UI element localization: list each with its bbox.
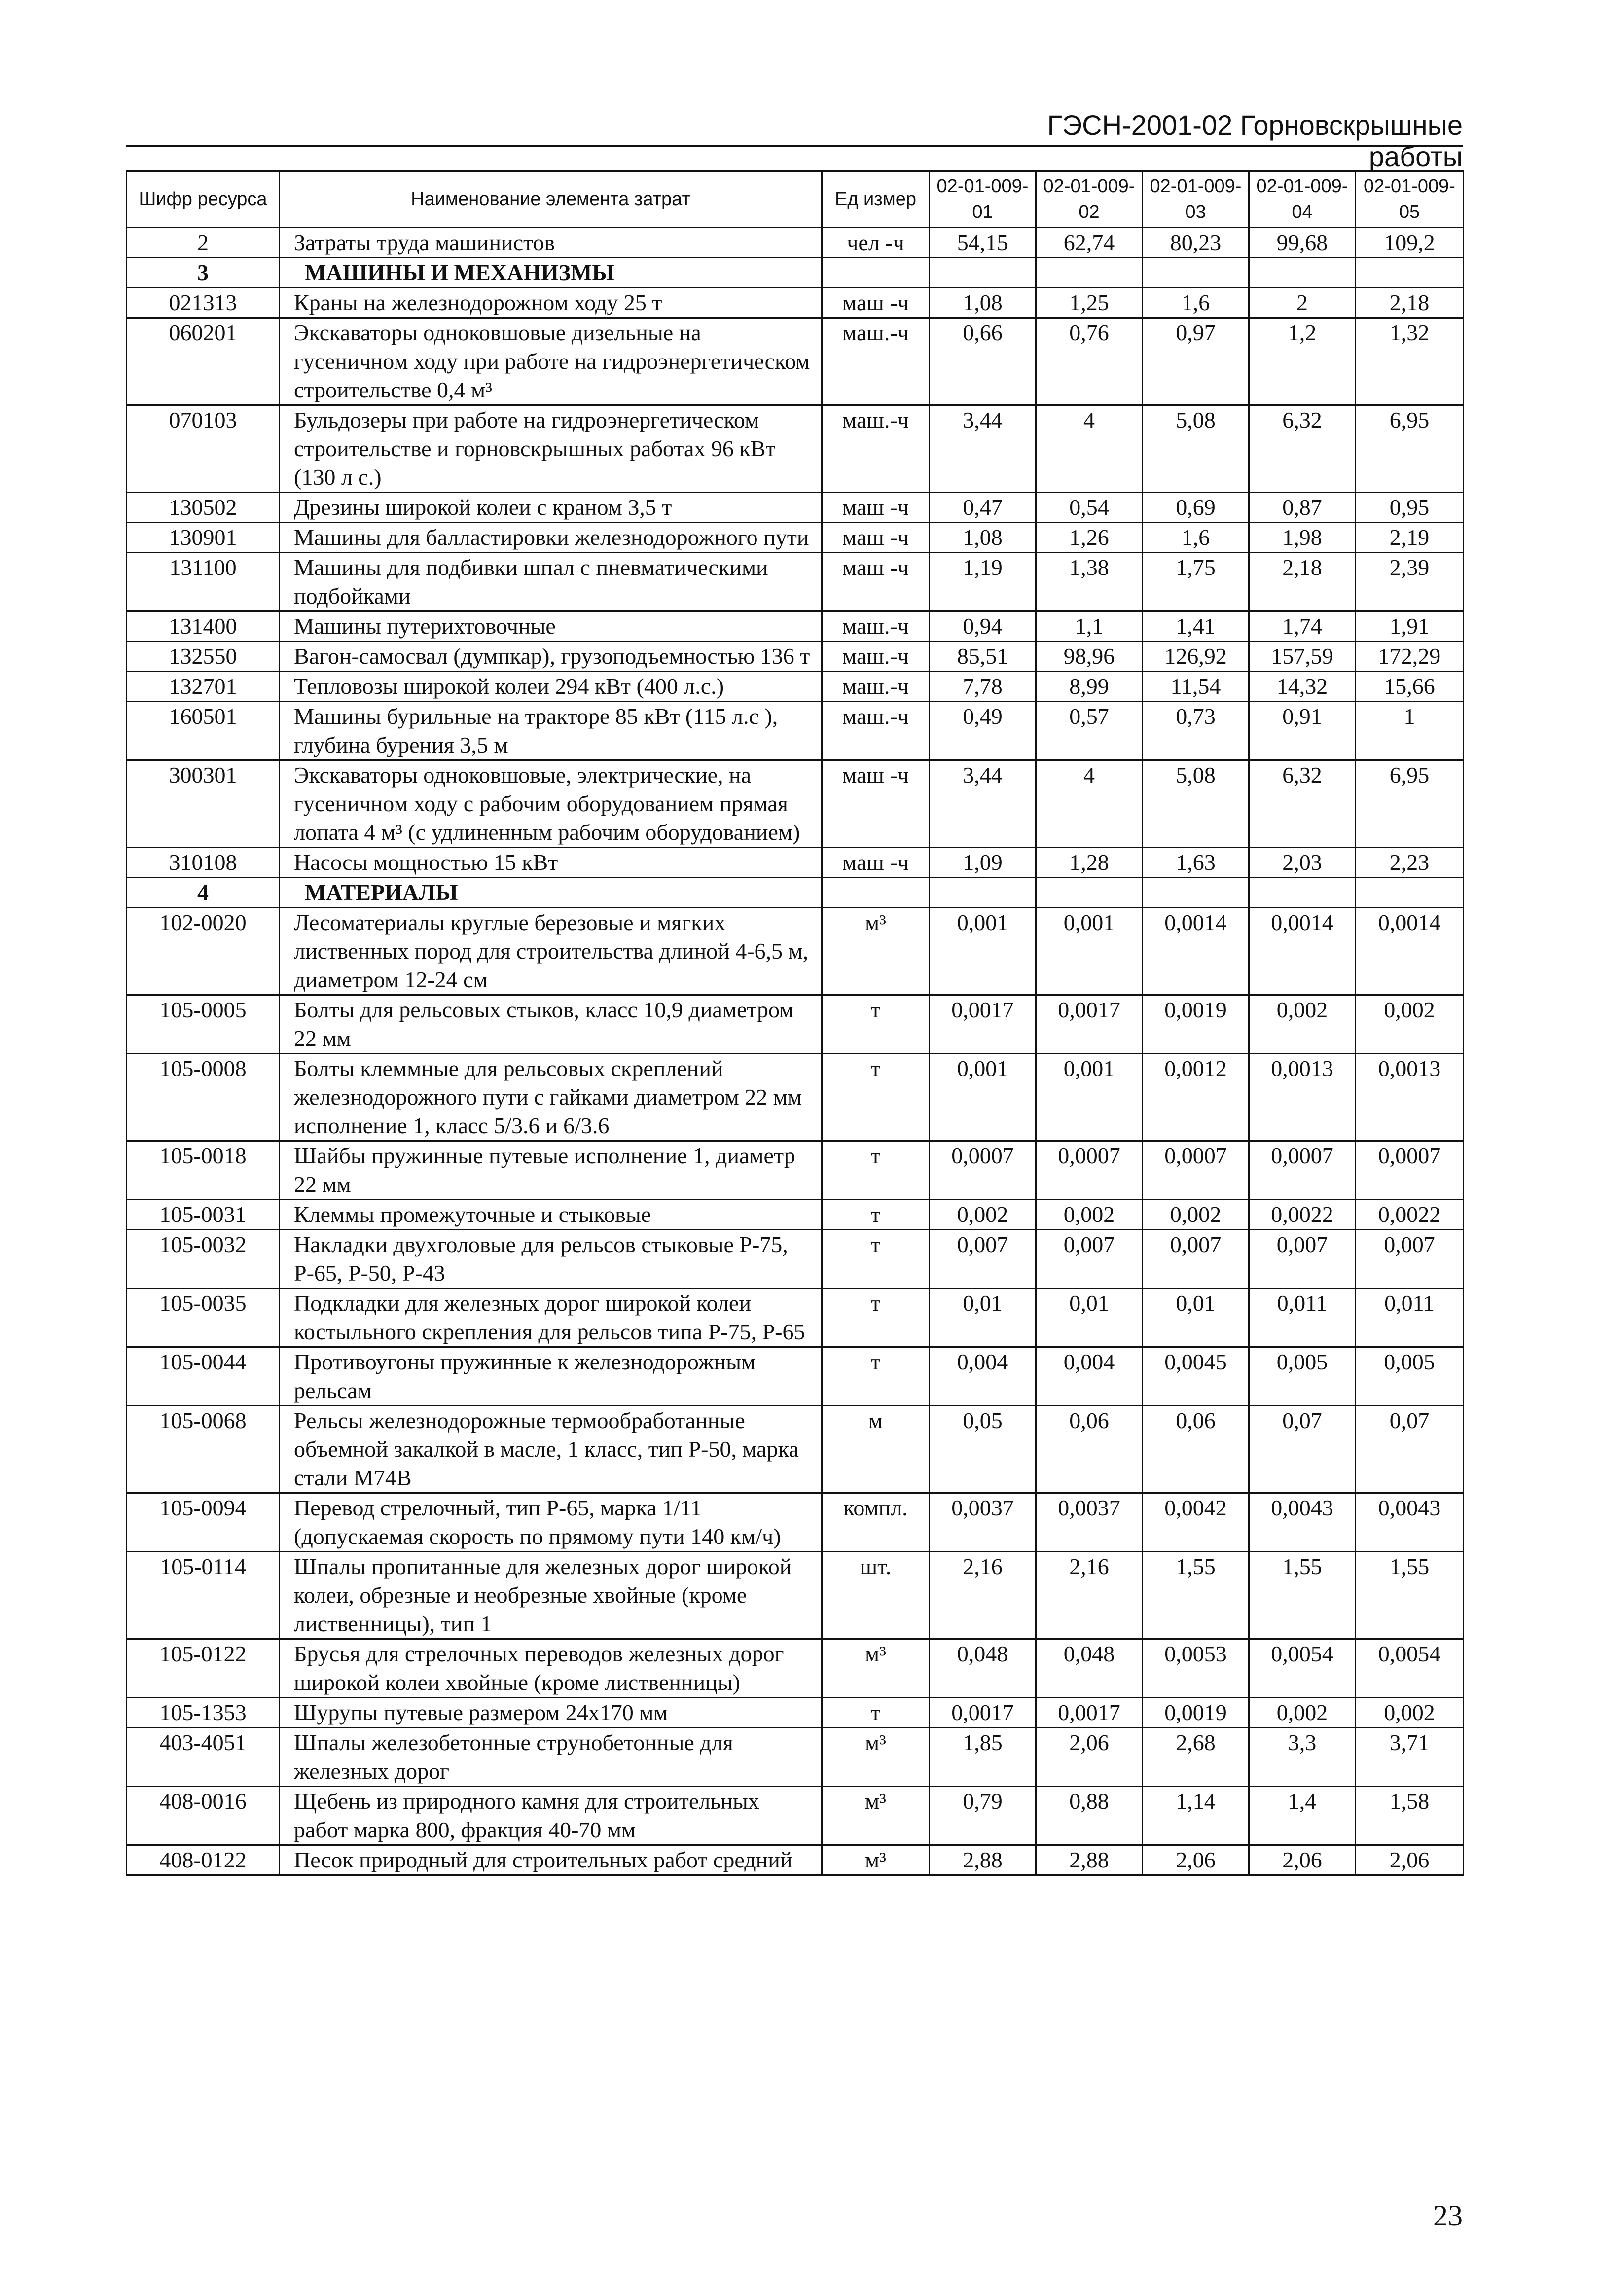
unit-of-measure: т [822, 1141, 930, 1200]
value-cell-c1 [930, 878, 1036, 908]
value-cell-c4: 14,32 [1249, 672, 1356, 702]
value-cell-c3: 0,0014 [1143, 908, 1249, 995]
value-cell-c5: 1 [1356, 702, 1464, 760]
table-row [127, 848, 1464, 878]
cost-element-name: Болты для рельсовых стыков, класс 10,9 диаметром 22 мм [280, 995, 822, 1054]
value-cell-c3: 5,08 [1143, 760, 1249, 848]
unit-of-measure: м³ [822, 1845, 930, 1875]
value-cell-c4: 0,0043 [1249, 1493, 1356, 1552]
value-cell-c5: 1,91 [1356, 611, 1464, 642]
table-row [127, 1698, 1464, 1728]
value-cell-c3: 5,08 [1143, 405, 1249, 493]
unit-of-measure: т [822, 1200, 930, 1230]
value-cell-c5: 3,71 [1356, 1728, 1464, 1787]
cost-element-name: Краны на железнодорожном ходу 25 т [280, 288, 822, 318]
value-cell-c2: 0,004 [1036, 1347, 1143, 1406]
table-row [127, 1141, 1464, 1200]
table-row [127, 1845, 1464, 1875]
value-cell-c3 [1143, 258, 1249, 288]
table-row [127, 288, 1464, 318]
value-cell-c5: 0,0014 [1356, 908, 1464, 995]
value-cell-c5: 0,0043 [1356, 1493, 1464, 1552]
cost-element-name: Дрезины широкой колеи с краном 3,5 т [280, 493, 822, 523]
resource-code: 105-0094 [127, 1493, 280, 1552]
table-row [127, 553, 1464, 611]
value-cell-c2: 0,0037 [1036, 1493, 1143, 1552]
unit-of-measure: т [822, 1230, 930, 1289]
resource-code: 102-0020 [127, 908, 280, 995]
cost-element-name: Экскаваторы одноковшовые дизельные на гусеничном ходу при работе на гидроэнергетическом строительстве 0,4 м³ [280, 318, 822, 405]
column-header-c3: 02-01-009-03 [1143, 171, 1249, 228]
table-row [127, 1787, 1464, 1845]
value-cell-c4: 2,18 [1249, 553, 1356, 611]
value-cell-c1: 0,001 [930, 908, 1036, 995]
value-cell-c2 [1036, 878, 1143, 908]
value-cell-c2: 1,1 [1036, 611, 1143, 642]
table-row [127, 1230, 1464, 1289]
value-cell-c3: 1,6 [1143, 288, 1249, 318]
value-cell-c5: 6,95 [1356, 760, 1464, 848]
value-cell-c4: 0,0007 [1249, 1141, 1356, 1200]
cost-element-name: Машины бурильные на тракторе 85 кВт (115 л.с ), глубина бурения 3,5 м [280, 702, 822, 760]
value-cell-c4 [1249, 878, 1356, 908]
resource-code: 132701 [127, 672, 280, 702]
value-cell-c4: 0,005 [1249, 1347, 1356, 1406]
value-cell-c1: 3,44 [930, 760, 1036, 848]
resource-code: 105-1353 [127, 1698, 280, 1728]
page-number: 23 [1433, 2199, 1463, 2232]
section-row [127, 878, 1464, 908]
value-cell-c1: 0,05 [930, 1406, 1036, 1493]
value-cell-c4 [1249, 258, 1356, 288]
value-cell-c5: 2,06 [1356, 1845, 1464, 1875]
resource-code: 130901 [127, 523, 280, 553]
column-header-unit: Ед измер [822, 171, 930, 228]
value-cell-c2: 2,06 [1036, 1728, 1143, 1787]
value-cell-c3: 11,54 [1143, 672, 1249, 702]
value-cell-c3: 1,63 [1143, 848, 1249, 878]
value-cell-c1: 0,048 [930, 1639, 1036, 1698]
value-cell-c5 [1356, 878, 1464, 908]
unit-of-measure: чел -ч [822, 228, 930, 258]
section-row [127, 258, 1464, 288]
value-cell-c4: 0,87 [1249, 493, 1356, 523]
unit-of-measure: м³ [822, 1639, 930, 1698]
resource-code: 105-0005 [127, 995, 280, 1054]
value-cell-c1: 1,85 [930, 1728, 1036, 1787]
value-cell-c2: 0,0007 [1036, 1141, 1143, 1200]
unit-of-measure: маш.-ч [822, 642, 930, 672]
unit-of-measure: маш.-ч [822, 672, 930, 702]
value-cell-c2: 0,76 [1036, 318, 1143, 405]
table-row [127, 1552, 1464, 1639]
value-cell-c3: 0,97 [1143, 318, 1249, 405]
value-cell-c5: 2,19 [1356, 523, 1464, 553]
value-cell-c3: 0,73 [1143, 702, 1249, 760]
resource-code: 021313 [127, 288, 280, 318]
value-cell-c5: 15,66 [1356, 672, 1464, 702]
cost-element-name: Шпалы железобетонные струнобетонные для железных дорог [280, 1728, 822, 1787]
unit-of-measure: м³ [822, 1787, 930, 1845]
table-row [127, 405, 1464, 493]
resource-code: 4 [127, 878, 280, 908]
value-cell-c5: 0,002 [1356, 995, 1464, 1054]
value-cell-c4: 1,2 [1249, 318, 1356, 405]
value-cell-c2: 0,001 [1036, 908, 1143, 995]
cost-element-name: Вагон-самосвал (думпкар), грузоподъемностью 136 т [280, 642, 822, 672]
value-cell-c4: 6,32 [1249, 405, 1356, 493]
value-cell-c4: 2,03 [1249, 848, 1356, 878]
resource-code: 131100 [127, 553, 280, 611]
value-cell-c1: 1,19 [930, 553, 1036, 611]
value-cell-c4: 6,32 [1249, 760, 1356, 848]
resource-code: 105-0008 [127, 1054, 280, 1141]
value-cell-c4: 0,002 [1249, 995, 1356, 1054]
value-cell-c3: 2,68 [1143, 1728, 1249, 1787]
value-cell-c4: 0,011 [1249, 1289, 1356, 1347]
value-cell-c4: 0,91 [1249, 702, 1356, 760]
value-cell-c1: 0,66 [930, 318, 1036, 405]
value-cell-c2: 4 [1036, 760, 1143, 848]
value-cell-c2: 0,88 [1036, 1787, 1143, 1845]
cost-element-name: Затраты труда машинистов [280, 228, 822, 258]
unit-of-measure: маш.-ч [822, 405, 930, 493]
table-row [127, 228, 1464, 258]
value-cell-c5: 0,0013 [1356, 1054, 1464, 1141]
value-cell-c5: 0,0022 [1356, 1200, 1464, 1230]
resource-code: 408-0122 [127, 1845, 280, 1875]
column-header-c4: 02-01-009-04 [1249, 171, 1356, 228]
value-cell-c1: 54,15 [930, 228, 1036, 258]
value-cell-c5: 2,23 [1356, 848, 1464, 878]
value-cell-c5: 0,95 [1356, 493, 1464, 523]
value-cell-c2: 4 [1036, 405, 1143, 493]
column-header-name: Наименование элемента затрат [280, 171, 822, 228]
cost-element-name: МАШИНЫ И МЕХАНИЗМЫ [280, 258, 822, 288]
value-cell-c2: 2,88 [1036, 1845, 1143, 1875]
value-cell-c5: 1,32 [1356, 318, 1464, 405]
column-header-c5: 02-01-009-05 [1356, 171, 1464, 228]
value-cell-c3: 0,0042 [1143, 1493, 1249, 1552]
cost-element-name: Перевод стрелочный, тип Р-65, марка 1/11 (допускаемая скорость по прямому пути 140 км/ч) [280, 1493, 822, 1552]
table-row [127, 760, 1464, 848]
value-cell-c3: 1,75 [1143, 553, 1249, 611]
value-cell-c5: 0,007 [1356, 1230, 1464, 1289]
value-cell-c3: 2,06 [1143, 1845, 1249, 1875]
value-cell-c2 [1036, 258, 1143, 288]
resource-code: 105-0044 [127, 1347, 280, 1406]
table-row [127, 1406, 1464, 1493]
table-row [127, 493, 1464, 523]
value-cell-c3: 0,01 [1143, 1289, 1249, 1347]
table-row [127, 908, 1464, 995]
value-cell-c1: 2,16 [930, 1552, 1036, 1639]
value-cell-c1: 0,0037 [930, 1493, 1036, 1552]
table-header-row [127, 171, 1464, 228]
value-cell-c5: 0,005 [1356, 1347, 1464, 1406]
value-cell-c3: 0,0019 [1143, 1698, 1249, 1728]
unit-of-measure: т [822, 995, 930, 1054]
table-row [127, 523, 1464, 553]
value-cell-c2: 98,96 [1036, 642, 1143, 672]
cost-element-name: Машины для подбивки шпал с пневматическими подбойками [280, 553, 822, 611]
value-cell-c1: 0,0017 [930, 1698, 1036, 1728]
value-cell-c5: 0,07 [1356, 1406, 1464, 1493]
table-row [127, 642, 1464, 672]
table-row [127, 1347, 1464, 1406]
unit-of-measure: т [822, 1698, 930, 1728]
unit-of-measure: м [822, 1406, 930, 1493]
value-cell-c4: 99,68 [1249, 228, 1356, 258]
value-cell-c5: 0,002 [1356, 1698, 1464, 1728]
value-cell-c3: 0,0045 [1143, 1347, 1249, 1406]
cost-element-name: Шурупы путевые размером 24х170 мм [280, 1698, 822, 1728]
unit-of-measure: т [822, 1054, 930, 1141]
cost-element-name: Щебень из природного камня для строительных работ марка 800, фракция 40-70 мм [280, 1787, 822, 1845]
value-cell-c5: 1,55 [1356, 1552, 1464, 1639]
value-cell-c3: 0,69 [1143, 493, 1249, 523]
cost-element-name: Тепловозы широкой колеи 294 кВт (400 л.с.) [280, 672, 822, 702]
cost-element-name: Накладки двухголовые для рельсов стыковые Р-75, Р-65, Р-50, Р-43 [280, 1230, 822, 1289]
unit-of-measure: т [822, 1347, 930, 1406]
value-cell-c2: 0,001 [1036, 1054, 1143, 1141]
value-cell-c2: 0,54 [1036, 493, 1143, 523]
cost-element-name: Рельсы железнодорожные термообработанные объемной закалкой в масле, 1 класс, тип Р-50, марка стали М74В [280, 1406, 822, 1493]
value-cell-c2: 0,048 [1036, 1639, 1143, 1698]
value-cell-c4: 0,007 [1249, 1230, 1356, 1289]
value-cell-c2: 0,0017 [1036, 995, 1143, 1054]
value-cell-c3: 0,06 [1143, 1406, 1249, 1493]
value-cell-c2: 0,002 [1036, 1200, 1143, 1230]
resource-code: 130502 [127, 493, 280, 523]
table-row [127, 672, 1464, 702]
value-cell-c5: 0,0007 [1356, 1141, 1464, 1200]
value-cell-c4: 0,0013 [1249, 1054, 1356, 1141]
resource-code: 105-0018 [127, 1141, 280, 1200]
value-cell-c2: 0,007 [1036, 1230, 1143, 1289]
table-row [127, 1289, 1464, 1347]
resource-code: 105-0068 [127, 1406, 280, 1493]
value-cell-c2: 0,01 [1036, 1289, 1143, 1347]
value-cell-c1: 0,001 [930, 1054, 1036, 1141]
value-cell-c1: 0,47 [930, 493, 1036, 523]
resource-code: 300301 [127, 760, 280, 848]
column-header-c1: 02-01-009-01 [930, 171, 1036, 228]
value-cell-c4: 0,0014 [1249, 908, 1356, 995]
resource-code: 3 [127, 258, 280, 288]
value-cell-c2: 62,74 [1036, 228, 1143, 258]
resource-code: 060201 [127, 318, 280, 405]
value-cell-c4: 2 [1249, 288, 1356, 318]
cost-element-name: Песок природный для строительных работ средний [280, 1845, 822, 1875]
value-cell-c3: 0,0053 [1143, 1639, 1249, 1698]
value-cell-c5: 0,0054 [1356, 1639, 1464, 1698]
cost-element-name: Экскаваторы одноковшовые, электрические, на гусеничном ходу с рабочим оборудованием прямая лопата 4 м³ (с удлиненным рабочим оборудованием) [280, 760, 822, 848]
value-cell-c3: 0,007 [1143, 1230, 1249, 1289]
value-cell-c5: 172,29 [1356, 642, 1464, 672]
value-cell-c3 [1143, 878, 1249, 908]
resource-code: 131400 [127, 611, 280, 642]
value-cell-c4: 0,002 [1249, 1698, 1356, 1728]
value-cell-c4: 1,74 [1249, 611, 1356, 642]
column-header-c2: 02-01-009-02 [1036, 171, 1143, 228]
value-cell-c3: 0,0012 [1143, 1054, 1249, 1141]
unit-of-measure: маш -ч [822, 848, 930, 878]
cost-element-name: Шпалы пропитанные для железных дорог широкой колеи, обрезные и необрезные хвойные (кроме лиственницы), тип 1 [280, 1552, 822, 1639]
unit-of-measure: маш -ч [822, 288, 930, 318]
value-cell-c1: 1,08 [930, 288, 1036, 318]
unit-of-measure: маш -ч [822, 523, 930, 553]
table-row [127, 702, 1464, 760]
table-row [127, 1639, 1464, 1698]
value-cell-c4: 3,3 [1249, 1728, 1356, 1787]
value-cell-c1: 1,09 [930, 848, 1036, 878]
resource-code: 408-0016 [127, 1787, 280, 1845]
value-cell-c4: 1,55 [1249, 1552, 1356, 1639]
resource-code: 105-0035 [127, 1289, 280, 1347]
column-header-code: Шифр ресурса [127, 171, 280, 228]
table-row [127, 1200, 1464, 1230]
value-cell-c2: 0,0017 [1036, 1698, 1143, 1728]
unit-of-measure: м³ [822, 1728, 930, 1787]
value-cell-c2: 2,16 [1036, 1552, 1143, 1639]
value-cell-c5: 6,95 [1356, 405, 1464, 493]
value-cell-c1 [930, 258, 1036, 288]
table-row [127, 1728, 1464, 1787]
value-cell-c4: 0,0022 [1249, 1200, 1356, 1230]
resource-code: 105-0031 [127, 1200, 280, 1230]
value-cell-c3: 1,41 [1143, 611, 1249, 642]
value-cell-c4: 1,4 [1249, 1787, 1356, 1845]
cost-element-name: Шайбы пружинные путевые исполнение 1, диаметр 22 мм [280, 1141, 822, 1200]
unit-of-measure: маш.-ч [822, 611, 930, 642]
unit-of-measure: маш -ч [822, 553, 930, 611]
value-cell-c1: 85,51 [930, 642, 1036, 672]
value-cell-c1: 0,79 [930, 1787, 1036, 1845]
resource-code: 105-0122 [127, 1639, 280, 1698]
unit-of-measure: м³ [822, 908, 930, 995]
value-cell-c1: 0,01 [930, 1289, 1036, 1347]
value-cell-c1: 0,007 [930, 1230, 1036, 1289]
value-cell-c3: 0,0019 [1143, 995, 1249, 1054]
value-cell-c1: 1,08 [930, 523, 1036, 553]
value-cell-c3: 0,002 [1143, 1200, 1249, 1230]
value-cell-c2: 1,38 [1036, 553, 1143, 611]
value-cell-c1: 0,0007 [930, 1141, 1036, 1200]
value-cell-c1: 7,78 [930, 672, 1036, 702]
resource-code: 105-0114 [127, 1552, 280, 1639]
value-cell-c1: 0,002 [930, 1200, 1036, 1230]
unit-of-measure [822, 258, 930, 288]
value-cell-c5: 109,2 [1356, 228, 1464, 258]
value-cell-c1: 0,004 [930, 1347, 1036, 1406]
value-cell-c3: 0,0007 [1143, 1141, 1249, 1200]
resource-code: 070103 [127, 405, 280, 493]
value-cell-c5: 2,39 [1356, 553, 1464, 611]
value-cell-c5 [1356, 258, 1464, 288]
cost-element-name: Насосы мощностью 15 кВт [280, 848, 822, 878]
unit-of-measure: компл. [822, 1493, 930, 1552]
cost-element-name: МАТЕРИАЛЫ [280, 878, 822, 908]
resource-code: 160501 [127, 702, 280, 760]
value-cell-c5: 0,011 [1356, 1289, 1464, 1347]
value-cell-c3: 80,23 [1143, 228, 1249, 258]
cost-element-name: Машины для балластировки железнодорожного пути [280, 523, 822, 553]
value-cell-c1: 0,49 [930, 702, 1036, 760]
value-cell-c4: 0,07 [1249, 1406, 1356, 1493]
value-cell-c3: 1,55 [1143, 1552, 1249, 1639]
unit-of-measure: маш.-ч [822, 318, 930, 405]
cost-element-name: Болты клеммные для рельсовых скреплений железнодорожного пути с гайками диаметром 22 мм исполнение 1, класс 5/3.6 и 6/3.6 [280, 1054, 822, 1141]
value-cell-c2: 0,06 [1036, 1406, 1143, 1493]
value-cell-c2: 8,99 [1036, 672, 1143, 702]
cost-element-name: Лесоматериалы круглые березовые и мягких лиственных пород для строительства длиной 4-6,5 м, диаметром 12-24 см [280, 908, 822, 995]
value-cell-c5: 1,58 [1356, 1787, 1464, 1845]
unit-of-measure: шт. [822, 1552, 930, 1639]
value-cell-c4: 157,59 [1249, 642, 1356, 672]
table-row [127, 611, 1464, 642]
value-cell-c3: 1,14 [1143, 1787, 1249, 1845]
page-header-title: ГЭСН-2001-02 Горновскрышные работы [1047, 109, 1463, 172]
table-body [127, 228, 1464, 1875]
value-cell-c1: 0,0017 [930, 995, 1036, 1054]
value-cell-c1: 3,44 [930, 405, 1036, 493]
value-cell-c2: 1,28 [1036, 848, 1143, 878]
table-row [127, 1493, 1464, 1552]
cost-element-name: Клеммы промежуточные и стыковые [280, 1200, 822, 1230]
table-row [127, 1054, 1464, 1141]
cost-element-name: Бульдозеры при работе на гидроэнергетическом строительстве и горновскрышных работах 96 кВт (130 л с.) [280, 405, 822, 493]
value-cell-c5: 2,18 [1356, 288, 1464, 318]
value-cell-c4: 2,06 [1249, 1845, 1356, 1875]
cost-element-name: Брусья для стрелочных переводов железных дорог широкой колеи хвойные (кроме лиственницы) [280, 1639, 822, 1698]
unit-of-measure [822, 878, 930, 908]
value-cell-c2: 0,57 [1036, 702, 1143, 760]
table-row [127, 318, 1464, 405]
value-cell-c1: 2,88 [930, 1845, 1036, 1875]
header-divider [126, 145, 1463, 147]
cost-element-name: Машины путерихтовочные [280, 611, 822, 642]
cost-element-name: Противоугоны пружинные к железнодорожным рельсам [280, 1347, 822, 1406]
unit-of-measure: т [822, 1289, 930, 1347]
value-cell-c3: 126,92 [1143, 642, 1249, 672]
unit-of-measure: маш -ч [822, 760, 930, 848]
resource-code: 105-0032 [127, 1230, 280, 1289]
value-cell-c3: 1,6 [1143, 523, 1249, 553]
resource-code: 403-4051 [127, 1728, 280, 1787]
table-row [127, 995, 1464, 1054]
unit-of-measure: маш -ч [822, 493, 930, 523]
resource-code: 310108 [127, 848, 280, 878]
resource-code: 132550 [127, 642, 280, 672]
resource-table [126, 170, 1464, 1876]
value-cell-c2: 1,25 [1036, 288, 1143, 318]
value-cell-c2: 1,26 [1036, 523, 1143, 553]
value-cell-c4: 1,98 [1249, 523, 1356, 553]
value-cell-c1: 0,94 [930, 611, 1036, 642]
unit-of-measure: маш.-ч [822, 702, 930, 760]
resource-code: 2 [127, 228, 280, 258]
cost-element-name: Подкладки для железных дорог широкой колеи костыльного скрепления для рельсов типа Р-75, Р-65 [280, 1289, 822, 1347]
value-cell-c4: 0,0054 [1249, 1639, 1356, 1698]
